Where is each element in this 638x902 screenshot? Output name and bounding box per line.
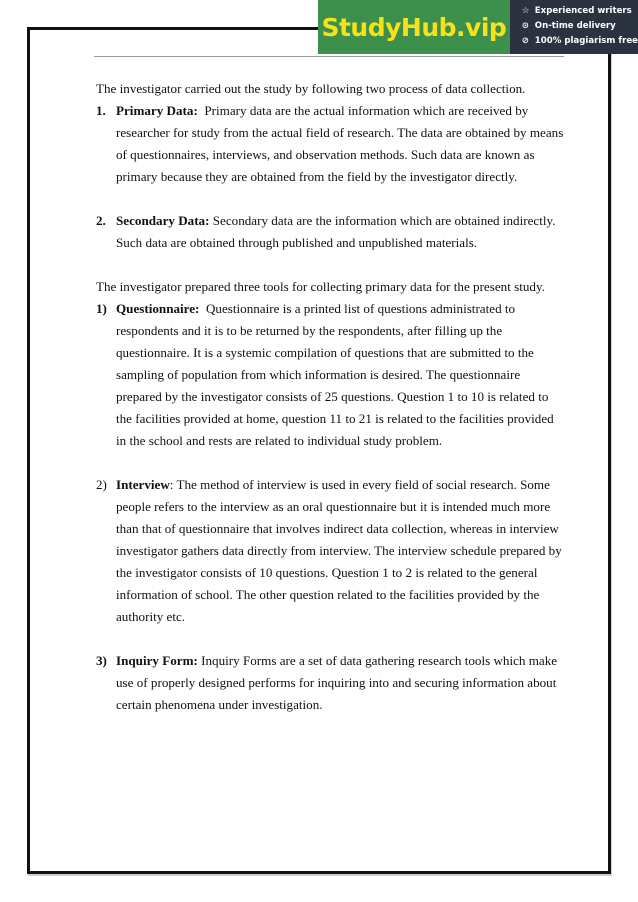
document-body [96,78,566,738]
star-icon: ☆ [521,6,530,16]
definition-text: The method of interview is used in every field of social research. Some people refers to the interview as an oral questionnaire but it is intended much more than that of questionnaire that involves indirect data collection, whereas in interview investigator gathers data directly from interview. The interview schedule prepared by the investigator consists of 10 questions. Question 1 to 2 is related to the general information of school. The other question related to the facilities provided by the authority etc. [116,477,562,624]
definition-text: Inquiry Forms are a set of data gathering research tools which make use of properly designed performs for inquiring into and securing information about certain phenomena under investigation. [116,653,558,712]
list-number: 2. [96,213,106,228]
list-item-primary-data [96,100,566,188]
list-item-questionnaire [96,298,566,452]
tools-intro-paragraph: The investigator prepared three tools for collecting primary data for the present study. [96,279,545,294]
list-item-inquiry-form [96,650,566,716]
list-number: 1) [96,301,107,316]
term-secondary-data: Secondary Data: [116,213,210,228]
intro-paragraph: The investigator carried out the study by following two process of data collection. [96,81,526,96]
list-number: 2) [96,477,107,492]
term-primary-data: Primary Data: [116,103,198,118]
definition-text: Questionnaire is a printed list of questions administrated to respondents and it is to be returned by the respondents, after filling up the questionnaire. It is a systemic compilation of questions that are submitted to the sampling of population from which information is desired. The questionnaire prepared by the investigator consists of 25 questions. Question 1 to 10 is related to the facilities provided at home, question 11 to 21 is related to the facilities provided in the school and rests are related to individual study problem. [116,301,554,448]
feature-plagiarism-free: ⊘ 100% plagiarism free [522,34,638,49]
studyhub-logo[interactable]: StudyHub.vip [318,0,510,54]
clock-icon: ⊙ [521,21,529,31]
list-number: 3) [96,653,107,668]
studyhub-banner[interactable] [318,0,638,54]
banner-features [510,0,638,54]
definition-text: Primary data are the actual information which are received by researcher for study from the actual field of research. The data are obtained by means of questionnaires, interviews, and observation methods. Such data are known as primary because they are obtained from the field by the investigator directly. [116,103,564,184]
shield-icon: ⊘ [521,36,529,46]
list-item-secondary-data [96,210,566,254]
feature-on-time-delivery: ⊙ On-time delivery [522,19,638,34]
term-questionnaire: Questionnaire: [116,301,200,316]
header-rule [94,56,564,57]
definition-text: Secondary data are the information which are obtained indirectly. Such data are obtained through published and unpublished materials. [116,213,556,250]
feature-experienced-writers: ☆ Experienced writers [522,4,638,19]
term-inquiry-form: Inquiry Form: [116,653,198,668]
list-item-interview: 2) Interview: The method of interview is used in every field of social research. Some people refers to the interview as an oral questionnaire but it is intended much more than that of questionnaire that involves indirect data collection, whereas in interview investigator gathers data directly from interview. The interview schedule prepared by the investigator consists of 10 questions. Question 1 to 2 is related to the general information of school. The other question related to the facilities provided by the authority etc. [96,474,566,628]
list-number: 1. [96,103,106,118]
term-interview: Interview [116,477,170,492]
